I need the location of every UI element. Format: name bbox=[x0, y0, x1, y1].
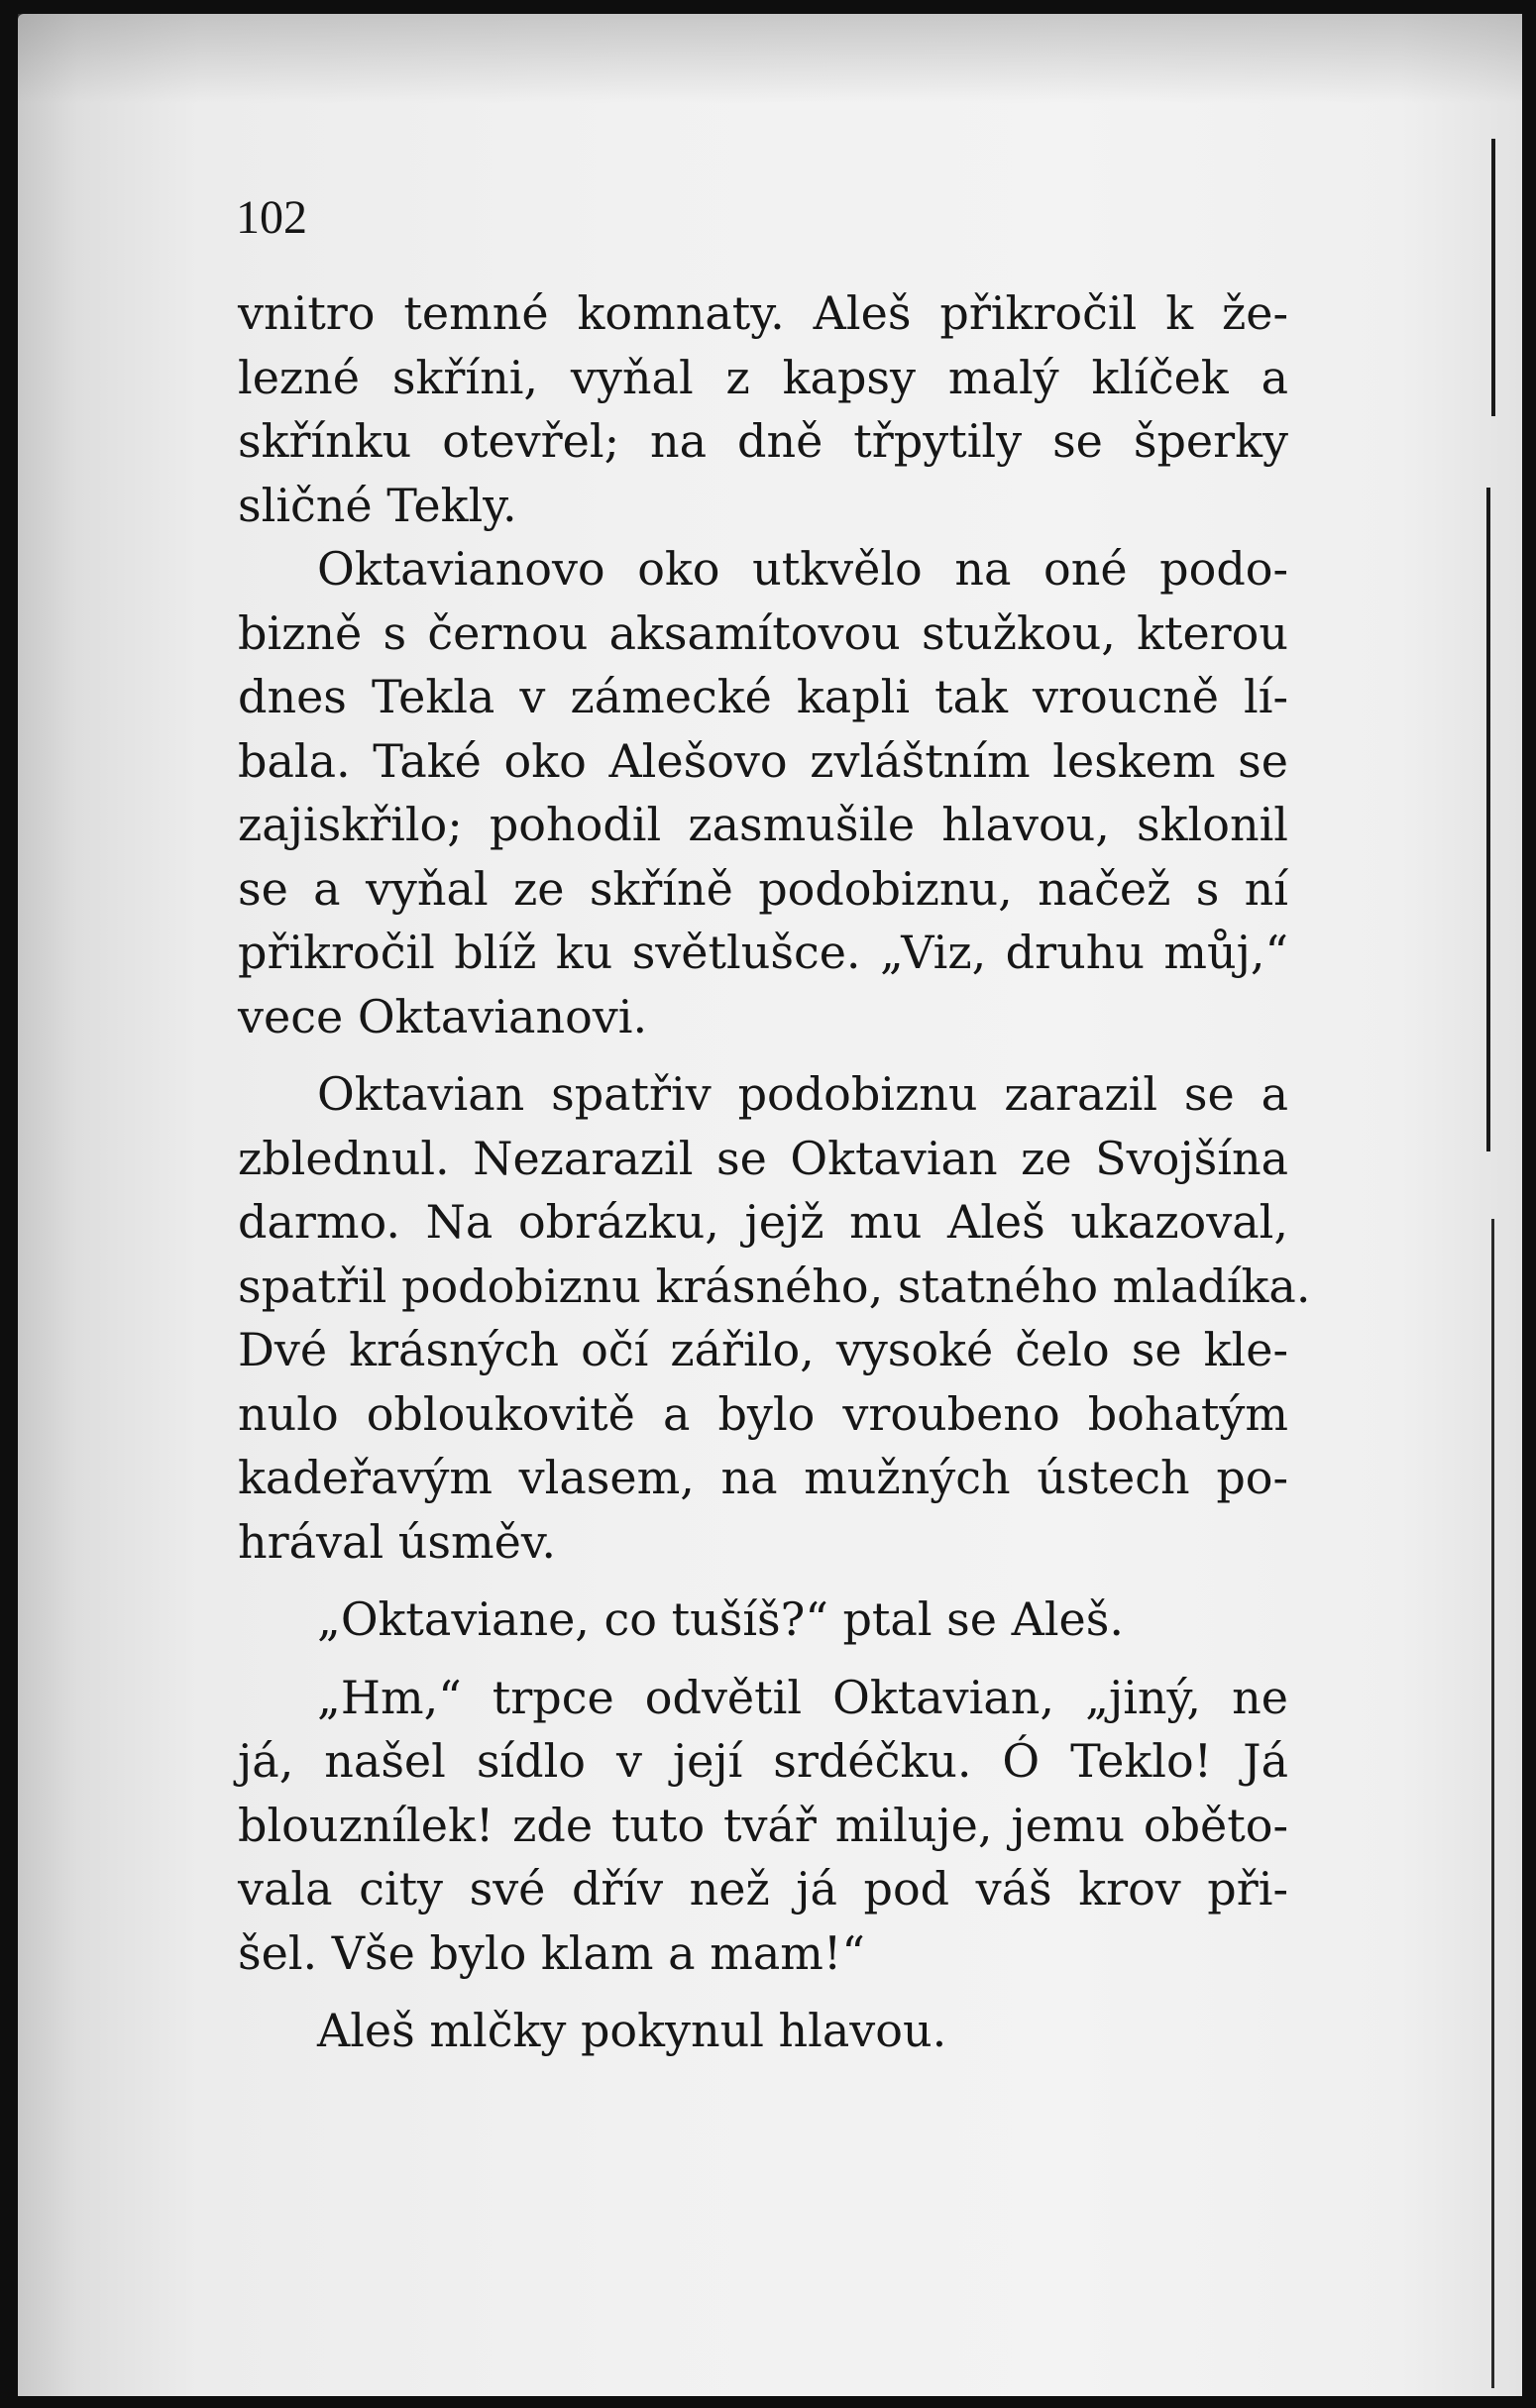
paragraph-gap bbox=[238, 1048, 1288, 1062]
text-line: zajiskřilo; pohodil zasmušile hlavou, sklonil bbox=[238, 798, 1288, 851]
paragraph-gap bbox=[238, 1574, 1288, 1587]
text-line: bala. Také oko Alešovo zvláštním leskem se bbox=[238, 733, 1288, 788]
text-line: „Hm,“ trpce odvětil Oktavian, „jiný, ne bbox=[317, 1670, 1288, 1724]
text-line: Dvé krásných očí zářilo, vysoké čelo se kle- bbox=[238, 1323, 1288, 1376]
text-line: vnitro temné komnaty. Aleš přikročil k že- bbox=[238, 286, 1288, 340]
page-edge-shadow bbox=[1491, 139, 1495, 416]
text-line: nulo obloukovitě a bylo vroubeno bohatým bbox=[238, 1386, 1288, 1441]
text-line: spatřil podobiznu krásného, statného mladíka. bbox=[238, 1259, 1311, 1313]
text-line: se a vyňal ze skříně podobiznu, načež s ní bbox=[238, 861, 1288, 916]
page-edge-shadow bbox=[1486, 488, 1490, 1151]
text-line: bizně s černou aksamítovou stužkou, kterou bbox=[238, 605, 1288, 660]
text-line: šel. Vše bylo klam a mam!“ bbox=[238, 1925, 865, 1980]
paragraph-gap bbox=[238, 1985, 1288, 1999]
text-line: Oktavianovo oko utkvělo na oné podo- bbox=[317, 542, 1288, 596]
text-line: blouznílek! zde tuto tvář miluje, jemu oběto- bbox=[238, 1798, 1288, 1852]
text-line: Oktavian spatřiv podobiznu zarazil se a bbox=[317, 1067, 1288, 1121]
text-line: vala city své dřív než já pod váš krov při- bbox=[238, 1862, 1288, 1915]
body-text bbox=[238, 281, 1311, 2063]
text-line: dnes Tekla v zámecké kapli tak vroucně lí- bbox=[238, 670, 1288, 723]
text-line: hrával úsměv. bbox=[238, 1514, 557, 1569]
text-line: skřínku otevřel; na dně třpytily se šperky bbox=[238, 414, 1288, 468]
text-line: vece Oktavianovi. bbox=[238, 989, 648, 1043]
text-line: přikročil blíž ku světlušce. „Viz, druhu můj,“ bbox=[238, 926, 1288, 979]
text-line: lezné skříni, vyňal z kapsy malý klíček a bbox=[238, 350, 1288, 404]
text-line: sličné Tekly. bbox=[238, 478, 517, 532]
text-line: Aleš mlčky pokynul hlavou. bbox=[317, 2004, 947, 2057]
text-line: kadeřavým vlasem, na mužných ústech po- bbox=[238, 1451, 1288, 1504]
text-line: darmo. Na obrázku, jejž mu Aleš ukazoval, bbox=[238, 1195, 1288, 1249]
text-line: já, našel sídlo v její srdéčku. Ó Teklo! Já bbox=[238, 1734, 1288, 1788]
paragraph-gap bbox=[238, 1652, 1288, 1666]
text-line: „Oktaviane, co tušíš?“ ptal se Aleš. bbox=[317, 1592, 1124, 1646]
page-number: 102 bbox=[236, 191, 307, 244]
page-edge-shadow bbox=[1491, 1219, 1494, 2388]
text-line: zblednul. Nezarazil se Oktavian ze Svojšína bbox=[238, 1131, 1288, 1185]
